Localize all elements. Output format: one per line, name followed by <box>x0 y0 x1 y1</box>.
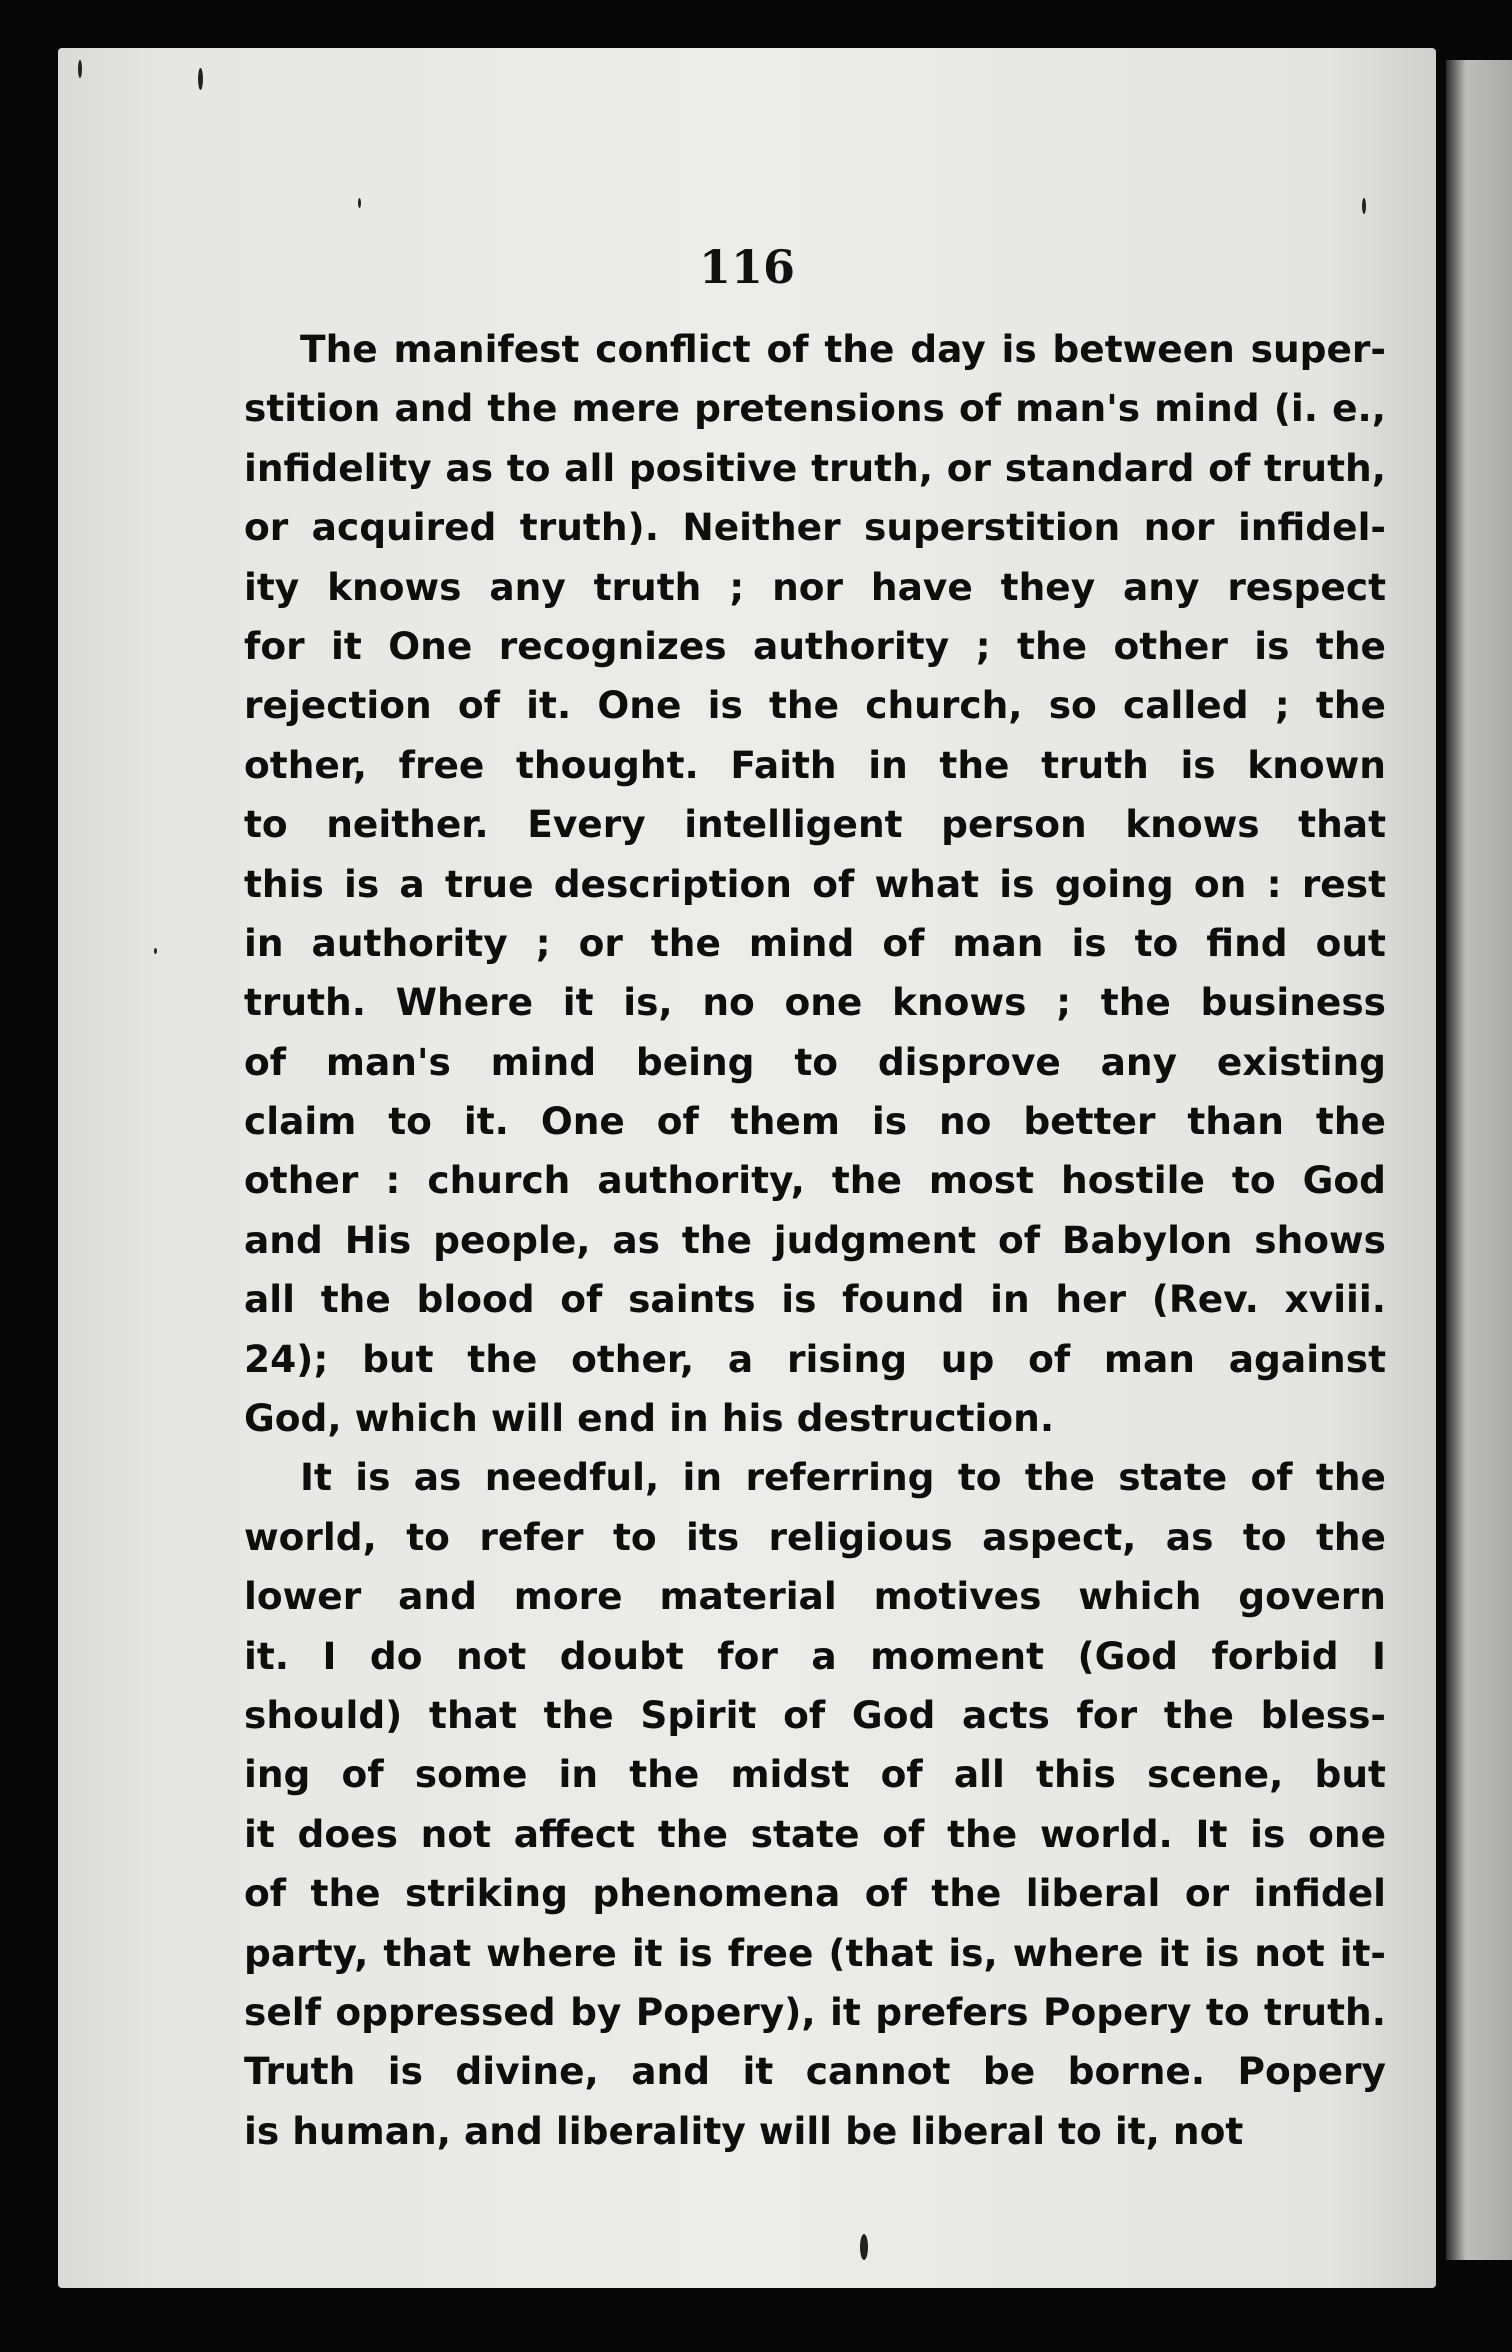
text-line: and His people, as the judgment of Babylon shows <box>244 1217 1386 1262</box>
text-line: claim to it. One of them is no better than the <box>244 1099 1386 1144</box>
ink-speck <box>860 2234 868 2260</box>
paragraph <box>244 1448 1386 2161</box>
text-line: ing of some in the midst of all this scene, but <box>244 1752 1386 1797</box>
text-line: infidelity as to all positive truth, or standard of truth, <box>244 445 1386 490</box>
text-line: to neither. Every intelligent person knows that <box>244 802 1386 847</box>
ink-speck <box>1362 198 1366 214</box>
paragraph <box>244 320 1386 1448</box>
text-line: party, that where it is free (that is, where it is not it- <box>244 1930 1386 1975</box>
text-line: The manifest conflict of the day is between super- <box>300 327 1386 371</box>
text-line: for it One recognizes authority ; the other is the <box>244 623 1386 668</box>
text-line: stition and the mere pretensions of man's mind (i. e., <box>244 386 1386 431</box>
book-page <box>58 48 1436 2288</box>
text-line: or acquired truth). Neither superstition nor infidel- <box>244 505 1386 550</box>
text-line: should) that the Spirit of God acts for the bless- <box>244 1692 1386 1737</box>
text-line: ity knows any truth ; nor have they any respect <box>244 564 1386 609</box>
text-line: 24); but the other, a rising up of man against <box>244 1336 1386 1381</box>
ink-speck <box>198 68 203 90</box>
text-line: of man's mind being to disprove any existing <box>244 1039 1386 1084</box>
text-line: it does not affect the state of the world. It is one <box>244 1811 1386 1856</box>
text-line: is human, and liberality will be liberal to it, not <box>244 2108 1244 2153</box>
ink-speck <box>154 948 157 954</box>
text-line: other, free thought. Faith in the truth is known <box>244 742 1386 787</box>
text-line: this is a true description of what is going on : rest <box>244 861 1386 906</box>
text-line: it. I do not doubt for a moment (God forbid I <box>244 1633 1386 1678</box>
ink-speck <box>78 60 82 78</box>
text-line: lower and more material motives which govern <box>244 1574 1386 1619</box>
text-line: self oppressed by Popery), it prefers Popery to truth. <box>244 1989 1386 2034</box>
text-line: world, to refer to its religious aspect, as to the <box>244 1514 1386 1559</box>
text-line: other : church authority, the most hostile to God <box>244 1158 1386 1203</box>
text-line: It is as needful, in referring to the state of the <box>300 1455 1386 1500</box>
page-number: 116 <box>698 240 796 294</box>
text-line: of the striking phenomena of the liberal or infidel <box>244 1871 1386 1916</box>
text-line: all the blood of saints is found in her (Rev. xviii. <box>244 1277 1386 1322</box>
body-text <box>244 320 1386 2161</box>
text-line: in authority ; or the mind of man is to find out <box>244 920 1386 965</box>
text-line: Truth is divine, and it cannot be borne. Popery <box>244 2049 1386 2094</box>
text-line: truth. Where it is, no one knows ; the business <box>244 980 1386 1025</box>
text-line: rejection of it. One is the church, so called ; the <box>244 683 1386 728</box>
text-line: God, which will end in his destruction. <box>244 1396 1055 1441</box>
ink-speck <box>358 198 361 208</box>
facing-page-edge <box>1446 60 1512 2260</box>
